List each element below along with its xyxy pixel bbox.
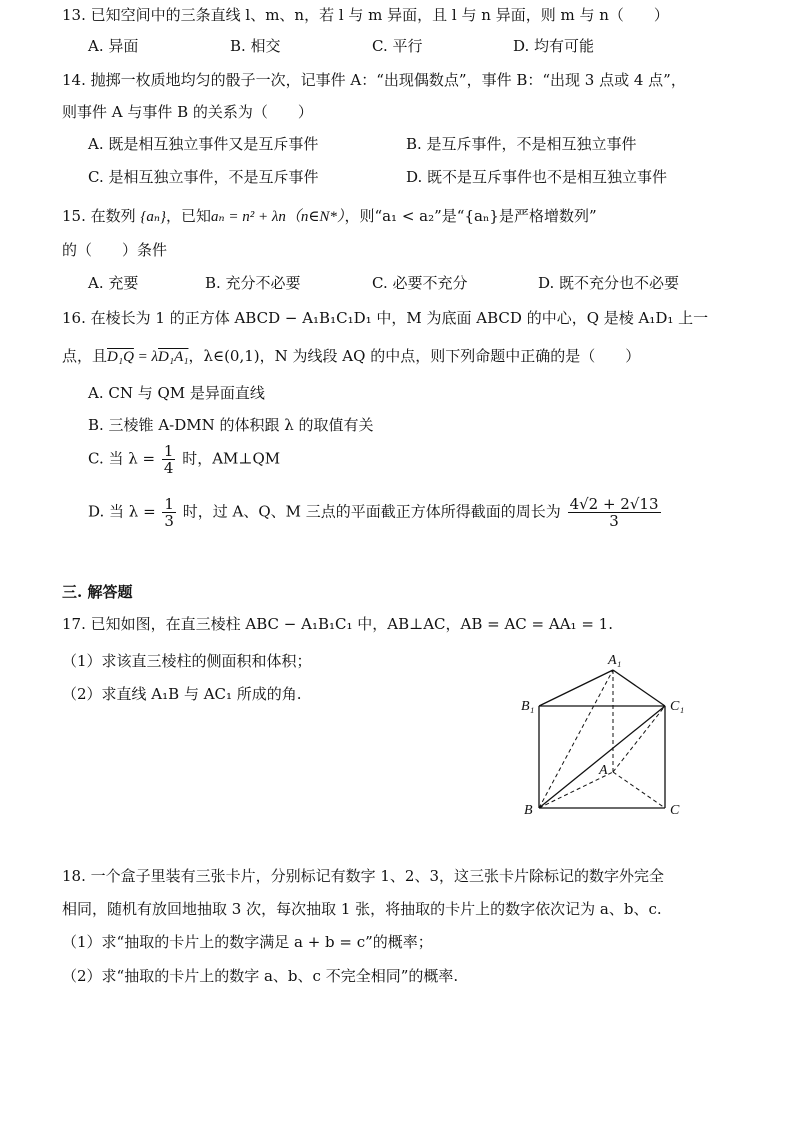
edge-bc1	[539, 706, 665, 808]
label-b: B	[524, 803, 533, 818]
label-c: C	[670, 803, 680, 818]
q13-option-c: C. 平行	[372, 37, 423, 55]
q14-stem-line2: 则事件 A 与事件 B 的关系为（ ）	[62, 103, 313, 121]
q16-option-c	[88, 443, 280, 476]
q16-vector-eq: = λ	[133, 349, 159, 365]
q14-option-a: A. 既是相互独立事件又是互斥事件	[88, 135, 319, 153]
q13-stem: 13. 已知空间中的三条直线 l、m、n，若 l 与 m 异面，且 l 与 n 异面，则 m 与 n（ ）	[62, 6, 669, 24]
q18-stem-line2: 相同，随机有放回地抽取 3 次，每次抽取 1 张，将抽取的卡片上的数字依次记为 a、b、c.	[62, 900, 662, 918]
q13-option-d: D. 均有可能	[513, 37, 595, 55]
q16-vector-d1a1: D₁A₁	[158, 349, 189, 365]
q14-option-c: C. 是相互独立事件，不是互斥事件	[88, 168, 319, 186]
q16-line2-pre: 点，且	[62, 347, 108, 365]
edge-b1a1	[539, 670, 613, 706]
label-c1: C₁	[670, 699, 685, 714]
q15-stem-line1	[62, 206, 597, 227]
q17-part1: （1）求该直三棱柱的侧面积和体积；	[62, 652, 312, 670]
q16-option-c-post: 时，AM⊥QM	[182, 449, 281, 468]
q15-formula: aₙ = n² + λn（n∈N*）	[211, 209, 345, 225]
prism-diagram	[515, 648, 700, 828]
q15-option-d: D. 既不充分也不必要	[538, 274, 680, 292]
q16-stem-line2	[62, 346, 640, 367]
prism-figure	[515, 648, 700, 828]
q15-stem-line2: 的（ ）条件	[62, 241, 168, 259]
q17-part2: （2）求直线 A₁B 与 AC₁ 所成的角.	[62, 685, 302, 703]
q13-option-b: B. 相交	[230, 37, 281, 55]
label-b1: B₁	[521, 699, 535, 714]
edge-ac1-hidden	[613, 706, 665, 772]
edge-ac-hidden	[613, 772, 665, 808]
q15-tail: ，则“a₁ < a₂”是“{aₙ}是严格增数列”	[344, 207, 597, 225]
q18-part1: （1）求“抽取的卡片上的数字满足 a + b = c”的概率；	[62, 933, 433, 951]
q16-stem-line1: 16. 在棱长为 1 的正方体 ABCD − A₁B₁C₁D₁ 中，M 为底面 ABCD 的中心，Q 是棱 A₁D₁ 上一	[62, 309, 709, 327]
q14-option-b: B. 是互斥事件，不是相互独立事件	[406, 135, 637, 153]
q16-option-d	[88, 496, 663, 529]
q15-mid: ，已知	[165, 207, 211, 225]
q15-sequence: {aₙ}	[140, 209, 166, 225]
edge-a1b-hidden	[539, 670, 613, 808]
q18-stem-line1: 18. 一个盒子里装有三张卡片，分别标记有数字 1、2、3，这三张卡片除标记的数字外完全	[62, 867, 665, 885]
q15-option-b: B. 充分不必要	[205, 274, 301, 292]
q16-vector-d1q: D₁Q	[107, 349, 134, 365]
q16-option-b: B. 三棱锥 A-DMN 的体积跟 λ 的取值有关	[88, 416, 374, 434]
q16-option-c-fraction	[162, 443, 176, 476]
q16-option-d-answer-num: 4√2 + 2√13	[569, 495, 659, 513]
q17-stem: 17. 已知如图，在直三棱柱 ABC − A₁B₁C₁ 中，AB⊥AC，AB = AC = AA₁ = 1.	[62, 615, 613, 633]
q16-option-c-num: 1	[163, 442, 174, 460]
section-3-title: 三. 解答题	[62, 583, 133, 601]
q16-option-c-den: 4	[163, 459, 174, 477]
q16-option-d-fraction	[162, 496, 176, 529]
q16-option-c-pre: C. 当 λ =	[88, 449, 156, 468]
q13-option-a: A. 异面	[88, 37, 139, 55]
q16-line2-post: ，λ∈(0,1)，N 为线段 AQ 的中点，则下列命题中正确的是（ ）	[188, 347, 641, 365]
q16-option-d-den: 3	[164, 512, 174, 530]
q16-option-a: A. CN 与 QM 是异面直线	[88, 384, 265, 402]
label-a1: A₁	[608, 653, 622, 668]
q15-option-a: A. 充要	[88, 274, 139, 292]
label-a: A	[599, 763, 608, 778]
q14-stem-line1: 14. 抛掷一枚质地均匀的骰子一次，记事件 A：“出现偶数点”，事件 B：“出现 3 点或 4 点”，	[62, 71, 686, 89]
q16-option-d-post: 时，过 A、Q、M 三点的平面截正方体所得截面的周长为	[182, 502, 561, 521]
q16-option-d-answer	[568, 496, 661, 529]
q16-option-d-num: 1	[164, 495, 174, 513]
q18-part2: （2）求“抽取的卡片上的数字 a、b、c 不完全相同”的概率.	[62, 967, 459, 985]
q16-option-d-answer-den: 3	[609, 512, 619, 530]
q15-number: 15. 在数列	[62, 207, 136, 225]
q15-option-c: C. 必要不充分	[372, 274, 468, 292]
q16-option-d-pre: D. 当 λ =	[88, 502, 156, 521]
edge-a1c1	[613, 670, 665, 706]
q14-option-d: D. 既不是互斥事件也不是相互独立事件	[406, 168, 668, 186]
